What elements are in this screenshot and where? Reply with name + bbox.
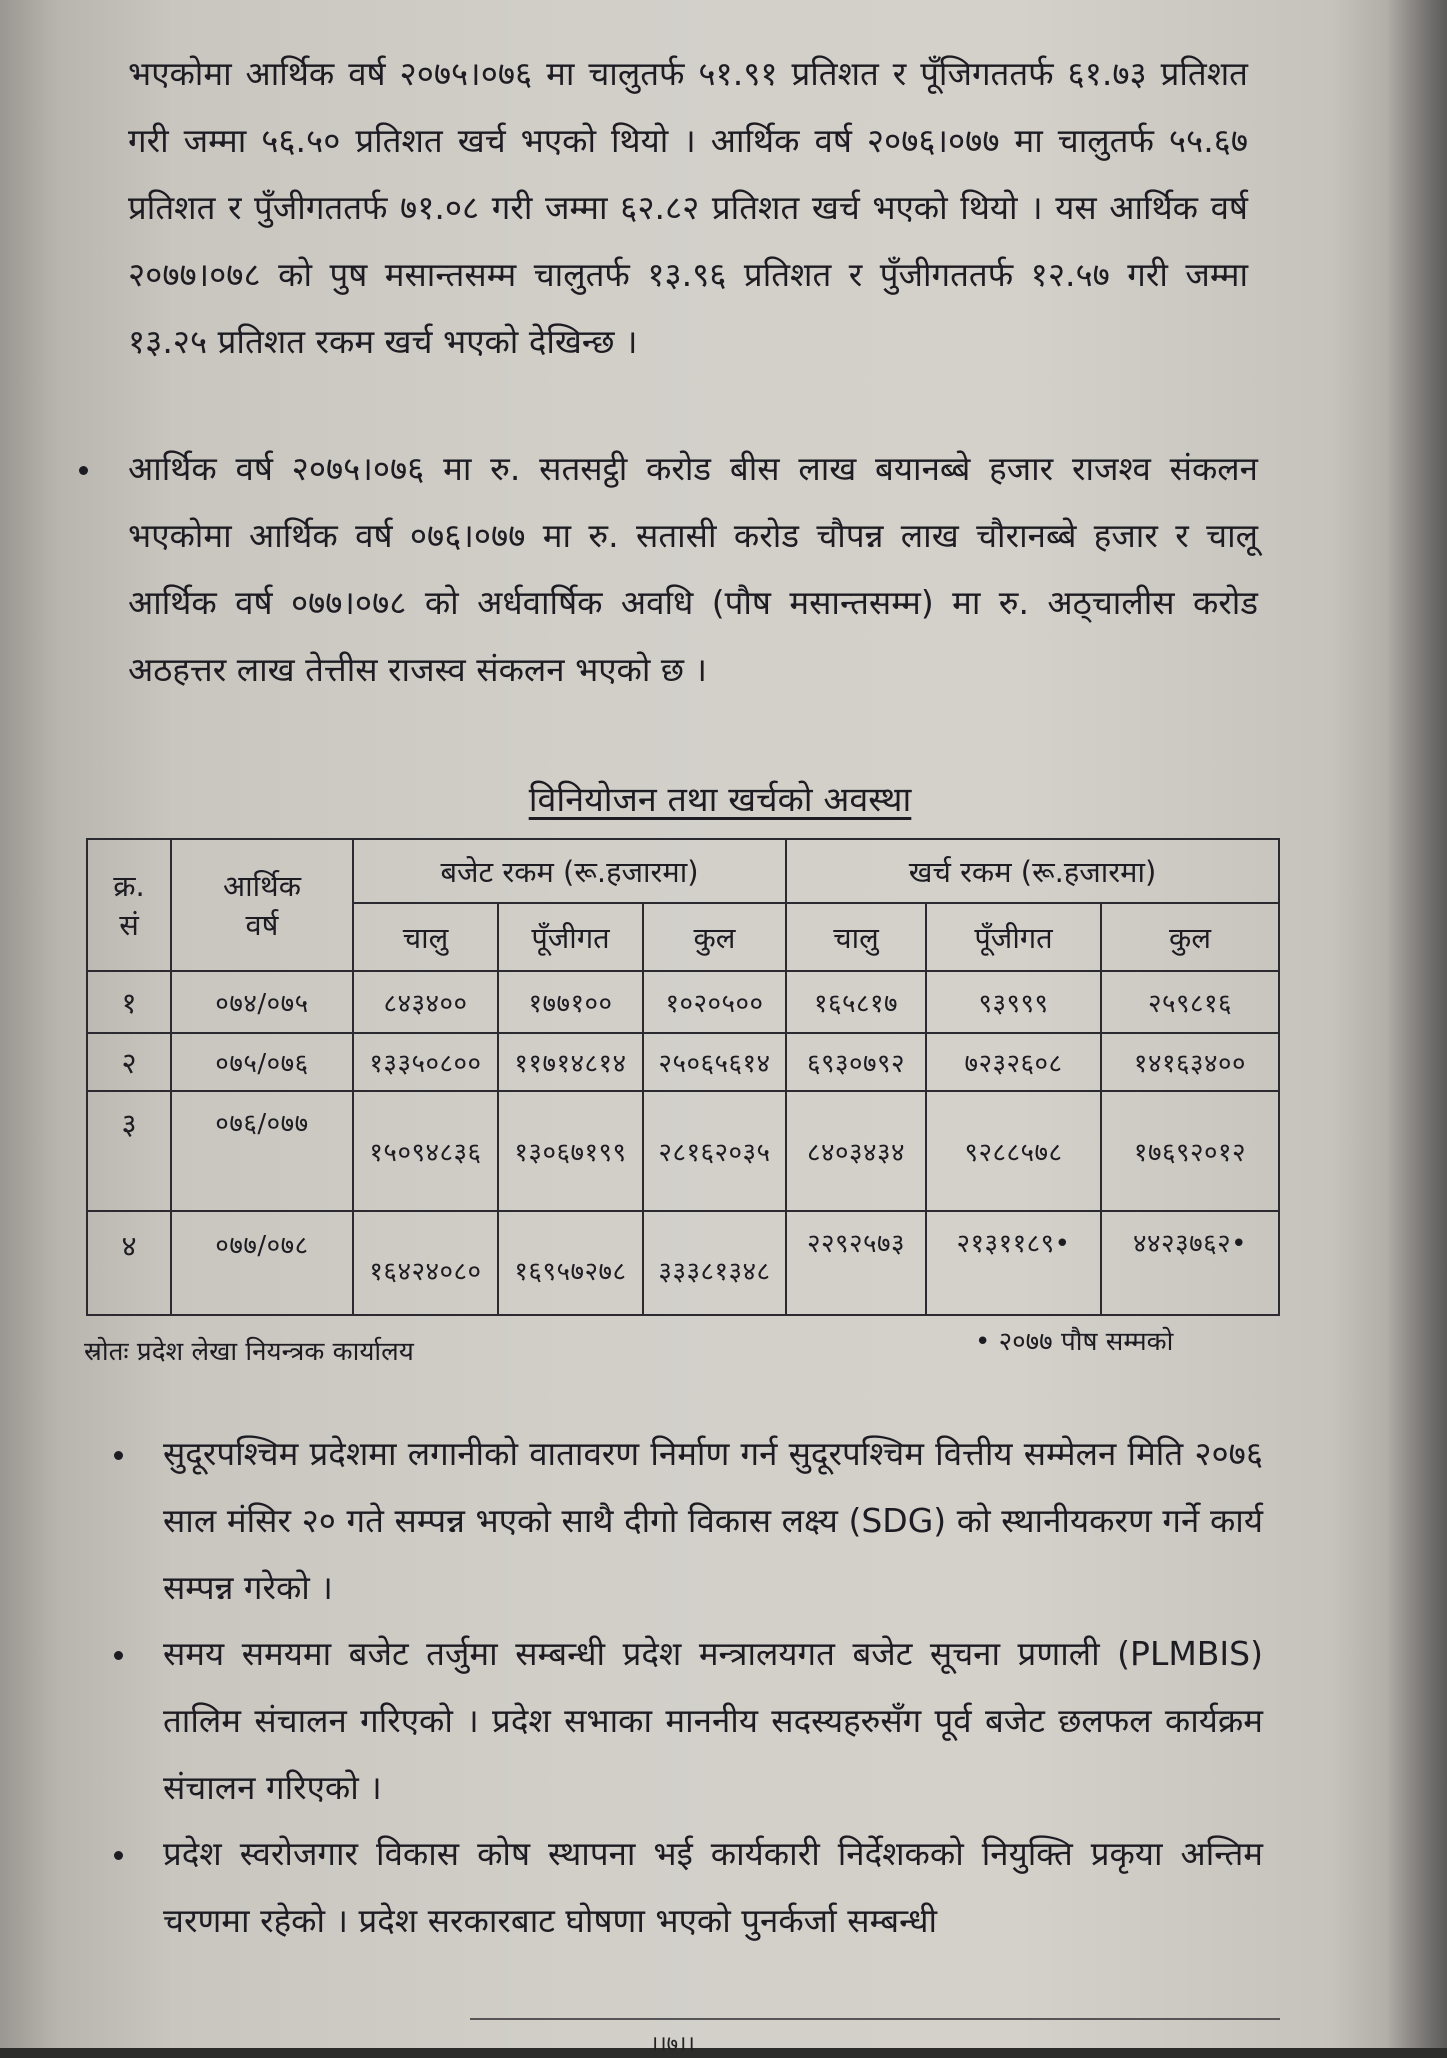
fy-header bbox=[171, 839, 353, 971]
expense-capital-cell: ७२३२६०८ bbox=[926, 1033, 1101, 1091]
budget-total-header: कुल bbox=[643, 903, 786, 971]
sn-cell: ४ bbox=[87, 1211, 171, 1315]
bullet-sdg-conference: सुदूरपश्चिम प्रदेशमा लगानीको वातावरण निर्माण गर्न सुदूरपश्चिम वित्तीय सम्मेलन मिति २०७६ साल मंसिर २० गते सम्पन्न भएको साथै दीगो विकास लक्ष्य (SDG) को स्थानीयकरण गर्ने कार्य सम्पन्न गरेको । bbox=[163, 1434, 1263, 1607]
bullet-dot bbox=[114, 1851, 123, 1860]
fy-header-line1: आर्थिक bbox=[223, 869, 301, 903]
expense-capital-cell: २१३११८९• bbox=[926, 1211, 1101, 1315]
fy-cell: ०७४/०७५ bbox=[171, 971, 353, 1033]
fy-cell: ०७६/०७७ bbox=[171, 1091, 353, 1211]
expense-capital-header: पूँजीगत bbox=[926, 903, 1101, 971]
expense-current-cell: १६५८१७ bbox=[786, 971, 926, 1033]
expense-capital-cell: ९३९९९ bbox=[926, 971, 1101, 1033]
expense-group-header: खर्च रकम (रू.हजारमा) bbox=[786, 839, 1279, 903]
table-row bbox=[87, 1091, 1279, 1211]
table-source: स्रोतः प्रदेश लेखा नियन्त्रक कार्यालय bbox=[84, 1337, 414, 1367]
bullet-dot bbox=[114, 1651, 123, 1660]
bullet-dot bbox=[79, 466, 88, 475]
bullet-plmbis-training: समय समयमा बजेट तर्जुमा सम्बन्धी प्रदेश मन्त्रालयगत बजेट सूचना प्रणाली (PLMBIS) तालिम संचालन गरिएको । प्रदेश सभाका माननीय सदस्यहरुसँग पूर्व बजेट छलफल कार्यक्रम संचालन गरिएको । bbox=[163, 1634, 1263, 1807]
sn-header-line2: सं bbox=[119, 908, 139, 942]
allocation-expense-table bbox=[86, 838, 1280, 1316]
paragraph-revenue: आर्थिक वर्ष २०७५।०७६ मा रु. सतसट्ठी करोड बीस लाख बयानब्बे हजार राजश्व संकलन भएकोमा आर्थिक वर्ष ०७६।०७७ मा रु. सतासी करोड चौपन्न लाख चौरानब्बे हजार र चालू आर्थिक वर्ष ०७७।०७८ को अर्धवार्षिक अवधि (पौष मसान्तसम्म) मा रु. अठ्चालीस करोड अठहत्तर लाख तेत्तीस राजस्व संकलन भएको छ । bbox=[128, 449, 1258, 689]
expense-current-cell: ६९३०७९२ bbox=[786, 1033, 926, 1091]
budget-current-cell: १५०९४८३६ bbox=[353, 1091, 498, 1211]
budget-capital-header: पूँजीगत bbox=[498, 903, 643, 971]
budget-current-cell: १६४२४०८० bbox=[353, 1211, 498, 1315]
table-title: विनियोजन तथा खर्चको अवस्था bbox=[528, 780, 912, 820]
budget-current-cell: १३३५०८०० bbox=[353, 1033, 498, 1091]
expense-total-cell: ४४२३७६२• bbox=[1101, 1211, 1279, 1315]
expense-current-cell: २२९२५७३ bbox=[786, 1211, 926, 1315]
budget-group-header: बजेट रकम (रू.हजारमा) bbox=[353, 839, 786, 903]
table-note: • २०७७ पौष सम्मको bbox=[975, 1327, 1174, 1357]
fy-cell: ०७५/०७६ bbox=[171, 1033, 353, 1091]
table-row bbox=[87, 971, 1279, 1033]
table-header-row bbox=[87, 839, 1279, 903]
expense-total-cell: १७६९२०१२ bbox=[1101, 1091, 1279, 1211]
sn-cell: १ bbox=[87, 971, 171, 1033]
expense-total-cell: १४१६३४०० bbox=[1101, 1033, 1279, 1091]
budget-capital-cell: १३०६७१९९ bbox=[498, 1091, 643, 1211]
expense-total-header: कुल bbox=[1101, 903, 1279, 971]
footer-rule bbox=[470, 2018, 1280, 2020]
expense-current-cell: ८४०३४३४ bbox=[786, 1091, 926, 1211]
expense-capital-cell: ९२८८५७८ bbox=[926, 1091, 1101, 1211]
bullet-dot bbox=[114, 1451, 123, 1460]
sn-header-line1: क्र. bbox=[113, 869, 145, 903]
budget-capital-cell: ११७१४८१४ bbox=[498, 1033, 643, 1091]
bullet-self-employment-fund: प्रदेश स्वरोजगार विकास कोष स्थापना भई कार्यकारी निर्देशकको नियुक्ति प्रकृया अन्तिम चरणमा रहेको । प्रदेश सरकारबाट घोषणा भएको पुनर्कर्जा सम्बन्धी bbox=[163, 1834, 1263, 1940]
page-shadow bbox=[1387, 0, 1447, 2048]
paragraph-expense-percent: भएकोमा आर्थिक वर्ष २०७५।०७६ मा चालुतर्फ ५१.९१ प्रतिशत र पूँजिगततर्फ ६१.७३ प्रतिशत गरी जम्मा ५६.५० प्रतिशत खर्च भएको थियो । आर्थिक वर्ष २०७६।०७७ मा चालुतर्फ ५५.६७ प्रतिशत र पुँजीगततर्फ ७१.०८ गरी जम्मा ६२.८२ प्रतिशत खर्च भएको थियो । यस आर्थिक वर्ष २०७७।०७८ को पुष मसान्तसम्म चालुतर्फ १३.९६ प्रतिशत र पुँजीगततर्फ १२.५७ गरी जम्मा १३.२५ प्रतिशत रकम खर्च भएको देखिन्छ । bbox=[128, 54, 1248, 361]
sn-cell: २ bbox=[87, 1033, 171, 1091]
budget-total-cell: २५०६५६१४ bbox=[643, 1033, 786, 1091]
budget-current-cell: ८४३४०० bbox=[353, 971, 498, 1033]
budget-total-cell: २८१६२०३५ bbox=[643, 1091, 786, 1211]
fy-cell: ०७७/०७८ bbox=[171, 1211, 353, 1315]
table-row bbox=[87, 1033, 1279, 1091]
expense-current-header: चालु bbox=[786, 903, 926, 971]
page-number: ।।७।। bbox=[650, 2032, 695, 2057]
sn-cell: ३ bbox=[87, 1091, 171, 1211]
budget-total-cell: ३३३८१३४८ bbox=[643, 1211, 786, 1315]
fy-header-line2: वर्ष bbox=[245, 908, 279, 942]
budget-total-cell: १०२०५०० bbox=[643, 971, 786, 1033]
sn-header bbox=[87, 839, 171, 971]
budget-capital-cell: १६९५७२७८ bbox=[498, 1211, 643, 1315]
table-row bbox=[87, 1211, 1279, 1315]
budget-capital-cell: १७७१०० bbox=[498, 971, 643, 1033]
expense-total-cell: २५९८१६ bbox=[1101, 971, 1279, 1033]
budget-current-header: चालु bbox=[353, 903, 498, 971]
